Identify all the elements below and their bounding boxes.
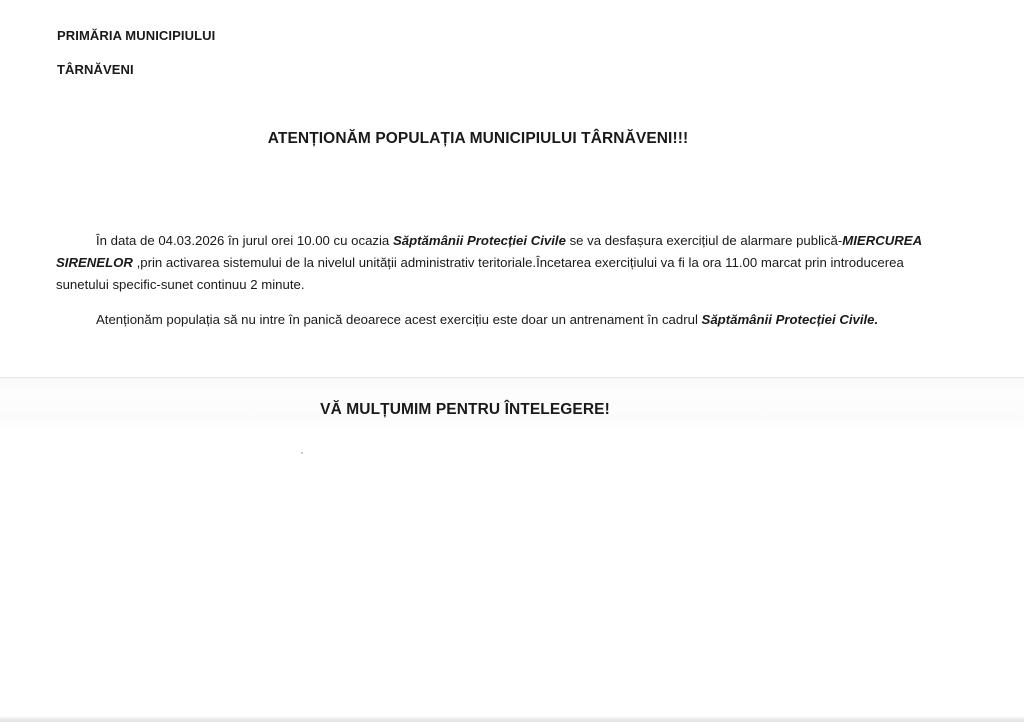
paragraph-1-text-c: ,prin activarea sistemului de la nivelul unității administrativ teritoriale.Încetarea exercițiului va fi la ora 11.00 marcat prin introducerea sunetului specific-sunet continuu 2 minute.	[56, 255, 904, 292]
paragraph-2-period: .	[874, 312, 879, 327]
closing-thanks: VĂ MULȚUMIM PENTRU ÎNTELEGERE!	[320, 401, 610, 418]
scan-speck	[301, 452, 303, 454]
issuer-name: PRIMĂRIA MUNICIPIULUI	[57, 28, 216, 43]
issuer-city: TÂRNĂVENI	[57, 62, 134, 77]
page-bottom-edge	[0, 716, 1024, 722]
scan-artifact-line	[0, 377, 1024, 378]
paragraph-1-text-b: se va desfașura exercițiul de alarmare publică-	[565, 233, 843, 248]
announcement-paragraph-1	[56, 230, 956, 296]
paragraph-2-text-a: Atenționăm populația să nu intre în panică deoarece acest exercițiu este doar un antrenament în cadrul	[96, 312, 702, 327]
civil-protection-week-emphasis: Săptămânii Protecției Civile	[392, 233, 566, 248]
civil-protection-week-emphasis: Săptămânii Protecției Civile	[701, 312, 875, 327]
sirens-wednesday-emphasis: MIERCUREA SIRENELOR	[56, 233, 922, 270]
announcement-paragraph-2	[56, 309, 956, 331]
announcement-title: ATENȚIONĂM POPULAȚIA MUNICIPIULUI TÂRNĂVENI!!!	[267, 130, 689, 147]
paragraph-1-text-a: În data de 04.03.2026 în jurul orei 10.00 cu ocazia	[96, 233, 393, 248]
